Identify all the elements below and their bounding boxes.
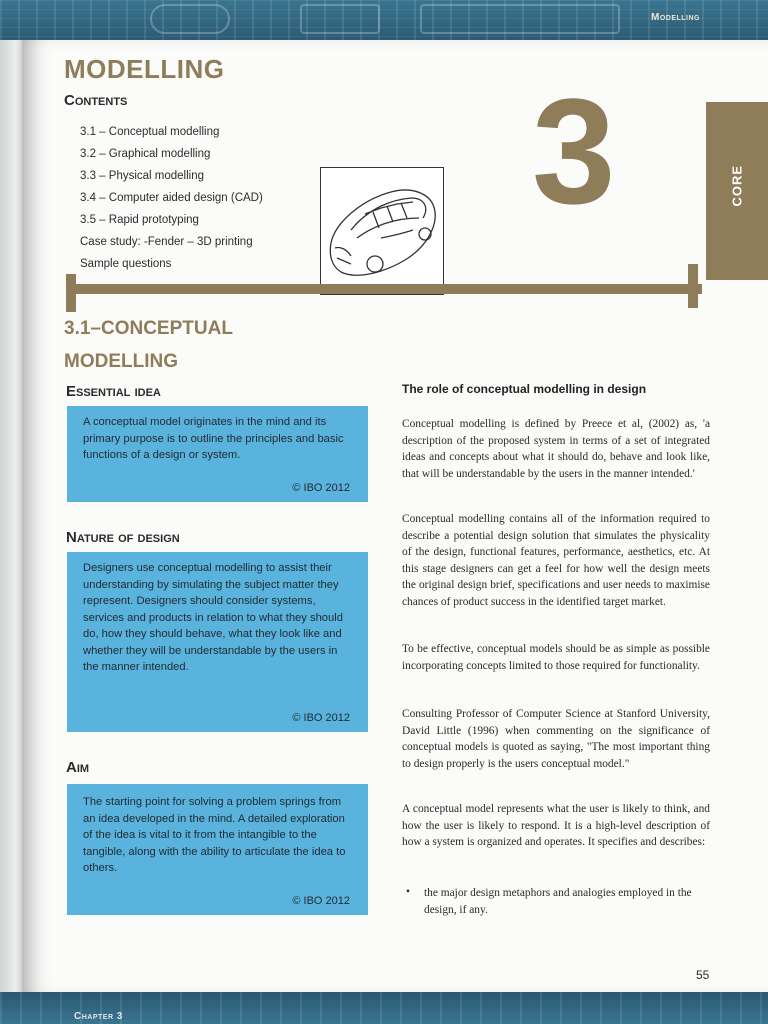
bottom-circuit-border bbox=[0, 992, 768, 1024]
dial-decoration bbox=[150, 4, 230, 34]
chapter-number: 3 bbox=[532, 67, 616, 235]
divider-bar bbox=[66, 284, 702, 294]
contents-item[interactable]: 3.5 – Rapid prototyping bbox=[80, 214, 199, 226]
right-column-heading: The role of conceptual modelling in design bbox=[402, 382, 647, 396]
body-paragraph: Consulting Professor of Computer Science at Stanford University, David Little (1996) when commenting on the significance of conceptual models is quoted as saying, "The most important thing to design properly is the users conceptual model." bbox=[402, 708, 710, 770]
body-paragraph: Conceptual modelling is defined by Preece et al, (2002) as, 'a description of the proposed system in terms of a set of integrated ideas and concepts about what it should do, behave and look like, that will be understandable by the users in the manner intended.' bbox=[402, 418, 710, 480]
aim-text: The starting point for solving a problem springs from an idea developed in the mind. A detailed exploration of the idea is vital to it from the intangible to the tangible, along with the ability to articulate the idea to others. bbox=[83, 796, 346, 874]
book-page bbox=[22, 40, 768, 995]
contents-item[interactable]: 3.3 – Physical modelling bbox=[80, 170, 205, 182]
bullet-marker: • bbox=[406, 886, 410, 898]
running-foot: Chapter 3 bbox=[74, 1011, 123, 1022]
chapter-title: MODELLING bbox=[64, 54, 225, 84]
aim-box bbox=[67, 784, 368, 915]
divider-bar-left-cap bbox=[66, 274, 76, 312]
contents-item[interactable]: Sample questions bbox=[80, 258, 172, 270]
car-sketch-icon bbox=[321, 168, 443, 294]
section-title-line: MODELLING bbox=[64, 351, 178, 372]
body-paragraph: A conceptual model represents what the user is likely to think, and how the user is likely to respond. It is a high-level description of how a system is organized and operates. It specifies and describes: bbox=[402, 803, 710, 849]
essential-idea-text: A conceptual model originates in the mind and its primary purpose is to outline the principles and basic functions of a design or system. bbox=[83, 416, 344, 461]
copyright-note: © IBO 2012 bbox=[292, 894, 350, 907]
essential-idea-heading: Essential idea bbox=[66, 383, 161, 400]
aim-heading: Aim bbox=[66, 759, 90, 776]
section-title bbox=[64, 312, 233, 378]
core-tab-label: CORE bbox=[729, 164, 745, 207]
nature-of-design-heading: Nature of design bbox=[66, 529, 180, 546]
contents-item[interactable]: 3.1 – Conceptual modelling bbox=[80, 126, 220, 138]
chip-decoration bbox=[300, 4, 380, 34]
bullet-item: the major design metaphors and analogies employed in the design, if any. bbox=[424, 887, 692, 916]
chip-decoration bbox=[420, 4, 620, 34]
nature-of-design-box bbox=[67, 552, 368, 732]
nature-of-design-text: Designers use conceptual modelling to assist their understanding by simulating the subject matter they represent. Designers should consider systems, services and products in relation to what they should do, how they should behave, what they look like and whether they will be understandable by the users in the manner intended. bbox=[83, 562, 343, 673]
contents-list bbox=[80, 124, 263, 278]
contents-item[interactable]: Case study: -Fender – 3D printing bbox=[80, 236, 253, 248]
section-title-line: 3.1–CONCEPTUAL bbox=[64, 318, 233, 339]
car-sketch-image bbox=[320, 167, 444, 295]
contents-item[interactable]: 3.4 – Computer aided design (CAD) bbox=[80, 192, 263, 204]
body-paragraph: Conceptual modelling contains all of the information required to describe a potential design solution that simulates the physicality of the design, functional features, performance, aesthetics, etc. At this stage designers can get a feel for how well the design meets the original design brief, specifications and user needs to maximise chances of product success in the identified target market. bbox=[402, 513, 710, 608]
copyright-note: © IBO 2012 bbox=[292, 711, 350, 724]
contents-heading: Contents bbox=[64, 92, 128, 109]
running-head: Modelling bbox=[651, 12, 700, 23]
divider-bar-right-cap bbox=[688, 264, 698, 308]
page-number: 55 bbox=[696, 968, 710, 982]
body-paragraph: To be effective, conceptual models should be as simple as possible incorporating concepts limited to those required for functionality. bbox=[402, 643, 710, 672]
copyright-note: © IBO 2012 bbox=[292, 481, 350, 494]
contents-item[interactable]: 3.2 – Graphical modelling bbox=[80, 148, 211, 160]
essential-idea-box bbox=[67, 406, 368, 502]
